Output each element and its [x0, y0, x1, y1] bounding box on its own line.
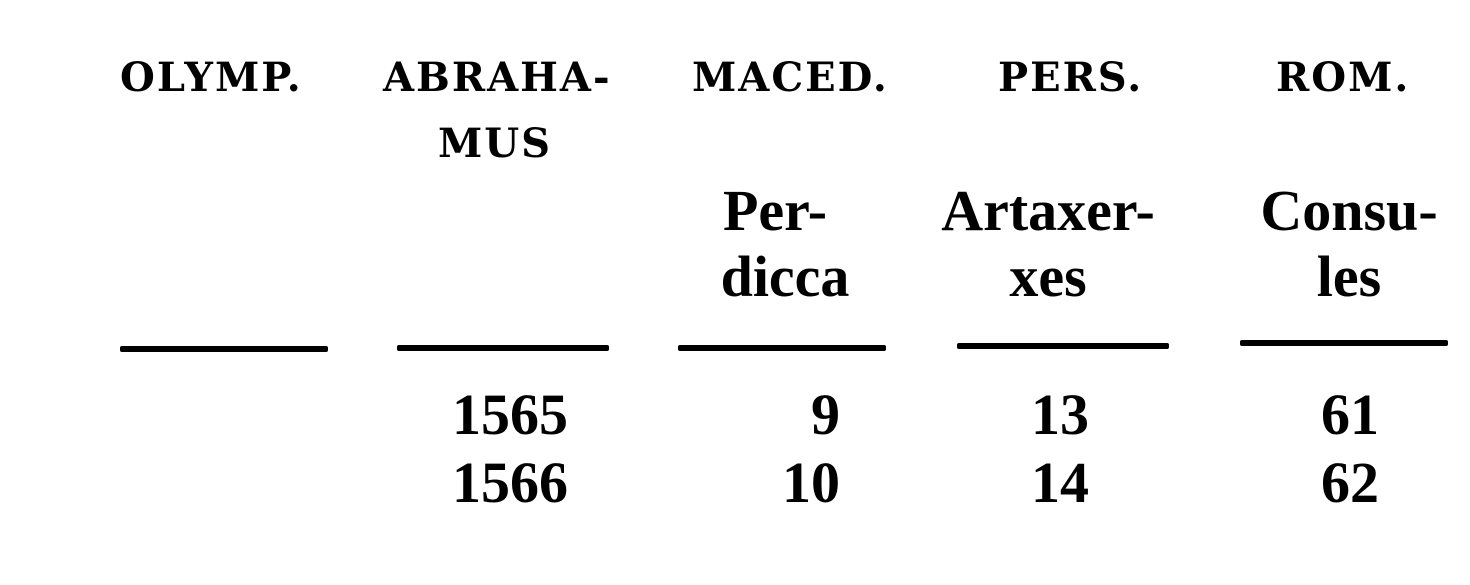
subheader-maced-line2: dicca	[720, 244, 850, 309]
cell-rom: 62	[1321, 450, 1379, 515]
header-maced: MACED.	[692, 54, 889, 101]
header-pers: PERS.	[998, 54, 1144, 101]
header-rom: ROM.	[1276, 54, 1411, 101]
subheader-rom-line2: les	[1316, 244, 1382, 309]
subheader-pers-line2: xes	[1009, 244, 1087, 309]
rule-abrahamus	[397, 345, 609, 351]
rule-maced	[678, 345, 886, 351]
header-olymp: OLYMP.	[120, 54, 303, 101]
cell-maced: 9	[811, 382, 840, 447]
subheader-pers-line1: Artaxer-	[941, 178, 1155, 243]
subheader-maced-line1: Per-	[722, 178, 828, 243]
header-abrahamus-line1: ABRAHA-	[383, 54, 612, 101]
cell-abrahamus: 1565	[452, 382, 568, 447]
cell-pers: 14	[1031, 450, 1089, 515]
cell-maced: 10	[782, 450, 840, 515]
cell-abrahamus: 1566	[452, 450, 568, 515]
rule-rom	[1240, 340, 1448, 346]
subheader-rom-line1: Consu-	[1260, 178, 1438, 243]
cell-rom: 61	[1321, 382, 1379, 447]
header-abrahamus-line2: MUS	[438, 120, 553, 167]
cell-pers: 13	[1031, 382, 1089, 447]
rule-pers	[957, 343, 1169, 349]
rule-olymp	[120, 346, 328, 352]
